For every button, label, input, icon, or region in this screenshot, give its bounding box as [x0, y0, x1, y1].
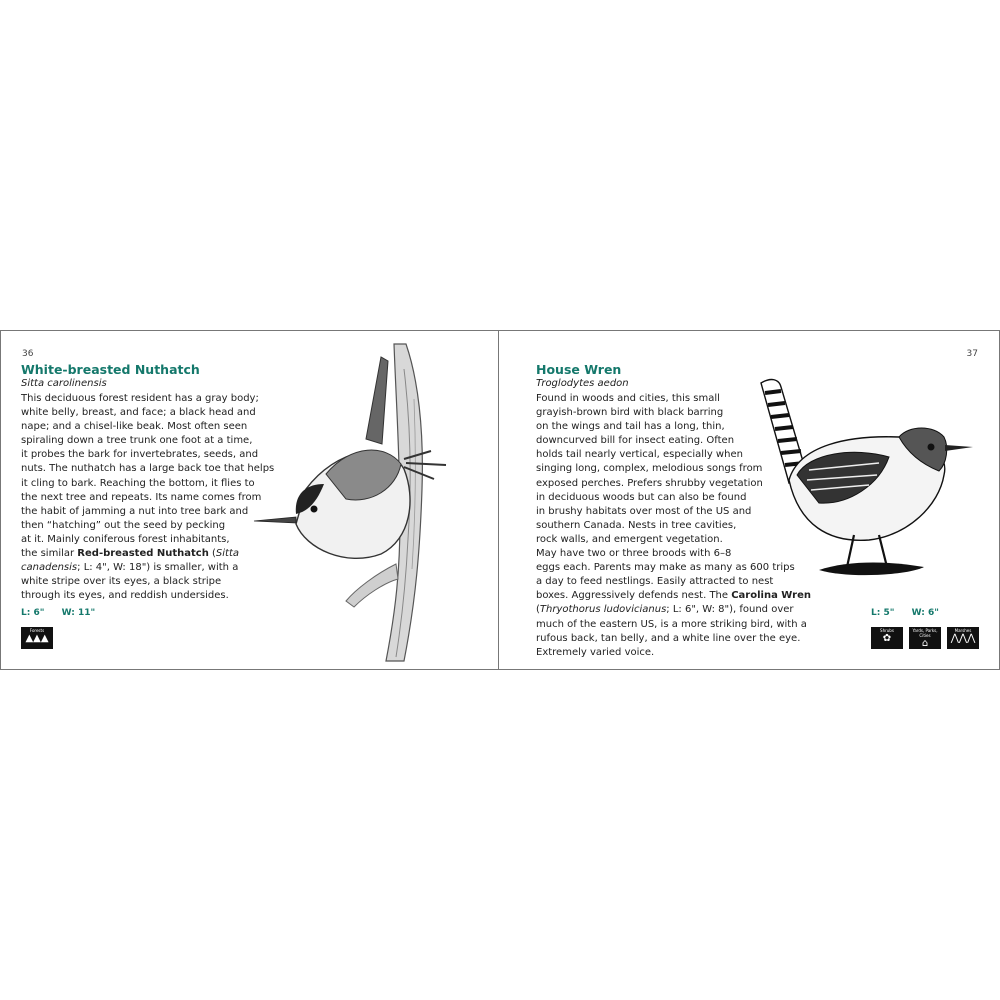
body-text: boxes. Aggressively defends nest. The — [536, 590, 732, 602]
scientific-name: Troglodytes aedon — [536, 378, 629, 389]
nuthatch-tail — [366, 357, 388, 444]
body-text: ; L: 4", W: 18") is smaller, with a — [77, 562, 239, 574]
body-line: it probes the bark for invertebrates, seeds, and — [21, 449, 259, 461]
body-text: ( — [208, 548, 216, 560]
body-line: spiraling down a tree trunk one foot at a time, — [21, 435, 253, 447]
similar-species-genus: Sitta — [215, 548, 240, 560]
badge-label: Yards, Parks, Cities — [912, 628, 938, 638]
body-line: rock walls, and emergent vegetation. — [536, 533, 723, 545]
wingspan-value: W: 11" — [61, 608, 96, 618]
similar-species-name: Red-breasted Nuthatch — [77, 548, 209, 560]
book-spread — [0, 330, 1000, 670]
badge-label: Forests — [29, 628, 45, 633]
body-line — [21, 561, 271, 575]
ground-shape — [819, 562, 924, 575]
wren-illustration — [759, 375, 979, 585]
scientific-name: Sitta carolinensis — [21, 378, 107, 389]
species-description — [21, 392, 275, 603]
length-value: L: 5" — [871, 608, 895, 618]
shrub-icon: ✿ — [882, 633, 892, 644]
body-line — [536, 589, 811, 603]
body-line — [536, 603, 801, 617]
body-line: at it. Mainly coniferous forest inhabitants, — [21, 533, 230, 545]
body-line: Found in woods and cities, this small — [536, 393, 720, 404]
page-number: 36 — [22, 349, 34, 359]
nuthatch-eye — [311, 506, 318, 513]
size-stats — [21, 608, 109, 618]
body-line: on the wings and tail has a long, thin, — [536, 421, 725, 433]
body-line: the next tree and repeats. Its name comes from — [21, 491, 262, 503]
wren-beak — [945, 445, 973, 451]
body-line: white belly, breast, and face; a black head and — [21, 407, 256, 419]
body-text: ( — [536, 604, 540, 616]
body-line: holds tail nearly vertical, especially when — [536, 449, 743, 461]
habitat-badge-shrubs — [871, 627, 903, 649]
right-page — [499, 331, 1000, 669]
similar-species-scientific: Thryothorus ludovicianus — [539, 604, 667, 616]
body-line: exposed perches. Prefers shrubby vegetation — [536, 477, 763, 489]
habitat-badge-cities — [909, 627, 941, 649]
body-line: nuts. The nuthatch has a large back toe that helps — [21, 463, 275, 475]
size-stats — [871, 608, 953, 618]
body-line: singing long, complex, melodious songs from — [536, 463, 763, 475]
nuthatch-illustration — [246, 339, 461, 664]
badge-label: Shrubs — [880, 628, 894, 633]
body-line: in deciduous woods but can also be found — [536, 491, 747, 503]
body-line: then “hatching” out the seed by pecking — [21, 519, 226, 531]
species-title: House Wren — [536, 362, 622, 377]
body-line: a day to feed nestlings. Easily attracted to nest — [536, 576, 774, 588]
nuthatch-beak — [254, 517, 296, 523]
habitat-badge-forests — [21, 627, 53, 649]
body-line: much of the eastern US, is a more striking bird, with a — [536, 618, 807, 630]
habitat-badge-marshes — [947, 627, 979, 649]
body-line: This deciduous forest resident has a gray body; — [21, 393, 259, 404]
forest-icon: ▲▲▲ — [25, 633, 49, 644]
body-line: it cling to bark. Reaching the bottom, it flies to — [21, 477, 255, 489]
body-line: Extremely varied voice. — [536, 646, 655, 658]
body-text: ; L: 6", W: 8"), found over — [666, 604, 794, 616]
wren-eye — [928, 444, 935, 451]
marsh-icon: ⋀⋀⋀ — [950, 633, 976, 644]
body-line: May have two or three broods with 6–8 — [536, 548, 732, 560]
body-line: southern Canada. Nests in tree cavities, — [536, 519, 737, 531]
branch-stub — [346, 564, 398, 607]
left-page — [0, 331, 499, 669]
similar-species-epithet: canadensis — [21, 562, 78, 574]
body-line: grayish-brown bird with black barring — [536, 407, 724, 419]
body-line: through its eyes, and reddish undersides. — [21, 590, 229, 602]
badge-label: Marshes — [954, 628, 972, 633]
body-line: the habit of jamming a nut into tree bark and — [21, 505, 249, 517]
body-line: rufous back, tan belly, and a white line over the eye. — [536, 632, 801, 644]
length-value: L: 6" — [21, 608, 45, 618]
body-text: the similar — [21, 548, 78, 560]
body-line: downcurved bill for insect eating. Often — [536, 435, 735, 447]
body-line: eggs each. Parents may make as many as 600 trips — [536, 562, 795, 574]
page-number: 37 — [966, 349, 978, 359]
city-icon: ⌂ — [921, 638, 929, 649]
species-title: White-breasted Nuthatch — [21, 362, 200, 377]
similar-species-name: Carolina Wren — [731, 590, 811, 602]
body-line: nape; and a chisel-like beak. Most often seen — [21, 421, 248, 433]
body-line: white stripe over its eyes, a black stripe — [21, 576, 222, 588]
wingspan-value: W: 6" — [911, 608, 939, 618]
body-line: in brushy habitats over most of the US and — [536, 505, 752, 517]
body-line — [21, 547, 271, 561]
